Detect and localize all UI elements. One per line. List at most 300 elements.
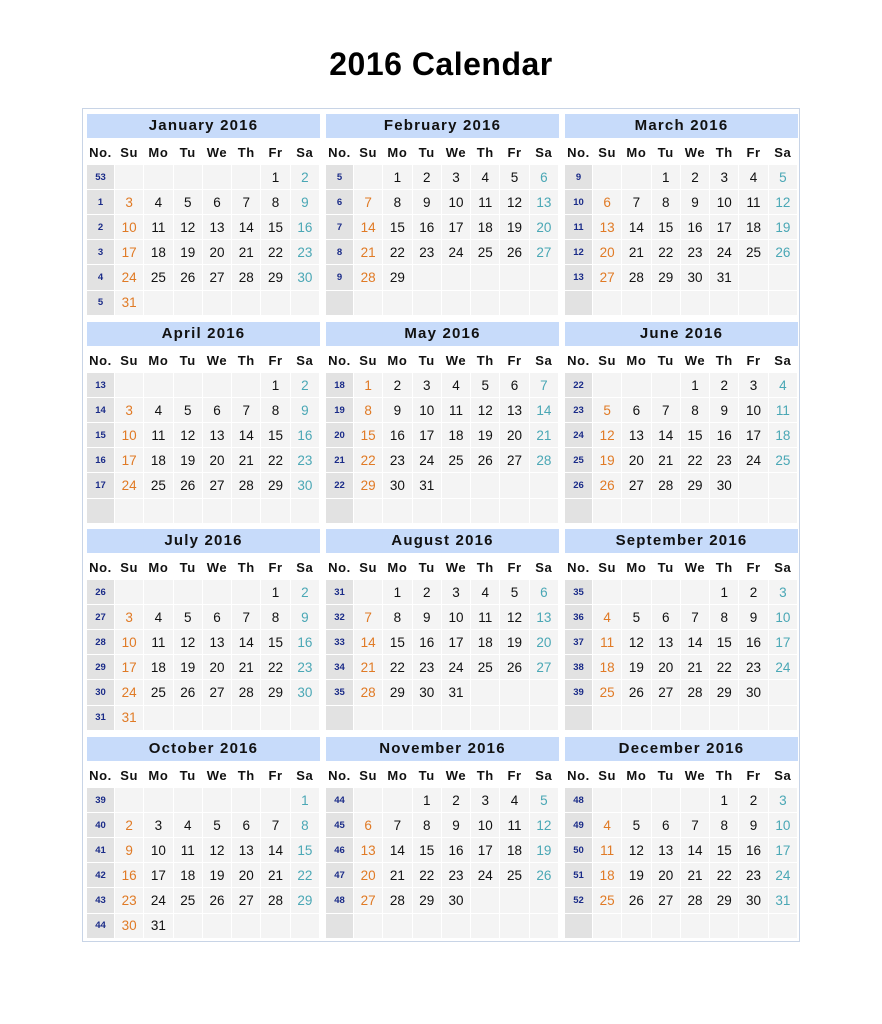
day-cell: 9 <box>413 190 442 215</box>
day-cell: 14 <box>232 423 261 448</box>
empty-day-cell <box>530 888 559 913</box>
empty-day-cell <box>354 291 383 316</box>
day-cell: 22 <box>261 655 290 680</box>
day-cell: 4 <box>174 813 203 838</box>
weekday-header: Fr <box>500 348 529 373</box>
day-cell: 1 <box>681 373 710 398</box>
empty-day-cell <box>739 706 768 731</box>
empty-day-cell <box>769 499 798 524</box>
week-number: 13 <box>565 265 593 290</box>
empty-day-cell <box>622 499 651 524</box>
empty-day-cell <box>261 291 290 316</box>
day-cell: 31 <box>413 473 442 498</box>
weekday-header: Mo <box>144 140 173 165</box>
empty-day-cell <box>710 706 739 731</box>
day-cell: 20 <box>530 215 559 240</box>
day-cell: 5 <box>500 580 529 605</box>
day-cell: 10 <box>115 423 144 448</box>
month-6 <box>565 322 798 522</box>
day-cell: 16 <box>681 215 710 240</box>
month-grid <box>565 140 798 316</box>
day-cell: 31 <box>769 888 798 913</box>
empty-day-cell <box>530 706 559 731</box>
day-cell: 15 <box>261 423 290 448</box>
month-7 <box>87 529 320 729</box>
week-number: 44 <box>87 914 115 939</box>
day-cell: 24 <box>739 448 768 473</box>
day-cell: 28 <box>622 265 651 290</box>
day-cell: 17 <box>769 630 798 655</box>
day-cell: 11 <box>471 605 500 630</box>
day-cell: 27 <box>652 680 681 705</box>
empty-day-cell <box>652 788 681 813</box>
empty-day-cell <box>593 165 622 190</box>
day-cell: 4 <box>144 398 173 423</box>
empty-day-cell <box>413 914 442 939</box>
day-cell: 5 <box>622 605 651 630</box>
empty-day-cell <box>739 291 768 316</box>
day-cell: 2 <box>291 165 320 190</box>
month-grid <box>87 555 320 731</box>
day-cell: 4 <box>739 165 768 190</box>
empty-day-cell <box>261 706 290 731</box>
weekday-header: Fr <box>500 763 529 788</box>
empty-day-cell <box>710 499 739 524</box>
day-cell: 25 <box>144 265 173 290</box>
weekday-header: We <box>681 348 710 373</box>
day-cell: 22 <box>413 863 442 888</box>
empty-day-cell <box>652 914 681 939</box>
empty-day-cell <box>261 914 290 939</box>
day-cell: 25 <box>174 888 203 913</box>
day-cell: 22 <box>261 448 290 473</box>
empty-day-cell <box>413 706 442 731</box>
week-number: 18 <box>326 373 354 398</box>
empty-day-cell <box>115 580 144 605</box>
empty-day-cell <box>471 499 500 524</box>
empty-day-cell <box>471 706 500 731</box>
weekday-header: Th <box>232 140 261 165</box>
week-number-header: No. <box>326 555 354 580</box>
day-cell: 26 <box>174 473 203 498</box>
empty-day-cell <box>383 706 412 731</box>
day-cell: 16 <box>115 863 144 888</box>
day-cell: 13 <box>500 398 529 423</box>
day-cell: 6 <box>354 813 383 838</box>
day-cell: 16 <box>291 215 320 240</box>
month-title: August 2016 <box>326 529 559 553</box>
weekday-header: Fr <box>261 555 290 580</box>
day-cell: 8 <box>413 813 442 838</box>
day-cell: 17 <box>471 838 500 863</box>
empty-day-cell <box>471 914 500 939</box>
weekday-header: We <box>442 555 471 580</box>
day-cell: 24 <box>115 265 144 290</box>
week-number-header: No. <box>565 555 593 580</box>
day-cell: 24 <box>710 240 739 265</box>
day-cell: 15 <box>710 838 739 863</box>
weekday-header: We <box>681 763 710 788</box>
day-cell: 16 <box>291 423 320 448</box>
day-cell: 28 <box>681 680 710 705</box>
empty-day-cell <box>530 265 559 290</box>
week-number: 29 <box>87 655 115 680</box>
week-number: 45 <box>326 813 354 838</box>
empty-day-cell <box>174 291 203 316</box>
day-cell: 13 <box>593 215 622 240</box>
empty-day-cell <box>144 580 173 605</box>
empty-day-cell <box>739 265 768 290</box>
empty-day-cell <box>354 165 383 190</box>
day-cell: 5 <box>593 398 622 423</box>
empty-day-cell <box>471 265 500 290</box>
weekday-header: We <box>203 763 232 788</box>
day-cell: 5 <box>174 605 203 630</box>
weekday-header: Tu <box>652 348 681 373</box>
week-number: 23 <box>565 398 593 423</box>
weekday-header: Sa <box>530 140 559 165</box>
week-number: 31 <box>326 580 354 605</box>
weekday-header: Tu <box>652 763 681 788</box>
weekday-header: Sa <box>769 555 798 580</box>
week-number: 27 <box>87 605 115 630</box>
day-cell: 21 <box>681 863 710 888</box>
empty-day-cell <box>144 373 173 398</box>
day-cell: 15 <box>681 423 710 448</box>
day-cell: 14 <box>232 215 261 240</box>
day-cell: 18 <box>739 215 768 240</box>
day-cell: 2 <box>115 813 144 838</box>
month-grid <box>565 555 798 731</box>
empty-day-cell <box>593 580 622 605</box>
day-cell: 10 <box>115 215 144 240</box>
day-cell: 3 <box>471 788 500 813</box>
month-title: November 2016 <box>326 737 559 761</box>
empty-day-cell <box>354 706 383 731</box>
day-cell: 1 <box>383 165 412 190</box>
day-cell: 10 <box>442 190 471 215</box>
day-cell: 17 <box>115 655 144 680</box>
day-cell: 13 <box>203 630 232 655</box>
day-cell: 12 <box>203 838 232 863</box>
empty-day-cell <box>593 373 622 398</box>
day-cell: 27 <box>530 240 559 265</box>
empty-day-cell <box>622 706 651 731</box>
empty-day-cell <box>500 265 529 290</box>
week-number: 43 <box>87 888 115 913</box>
week-number: 42 <box>87 863 115 888</box>
empty-day-cell <box>622 788 651 813</box>
day-cell: 21 <box>383 863 412 888</box>
day-cell: 30 <box>291 265 320 290</box>
day-cell: 3 <box>739 373 768 398</box>
day-cell: 2 <box>442 788 471 813</box>
day-cell: 17 <box>115 448 144 473</box>
day-cell: 2 <box>739 580 768 605</box>
month-title: April 2016 <box>87 322 320 346</box>
day-cell: 2 <box>413 165 442 190</box>
day-cell: 20 <box>530 630 559 655</box>
day-cell: 6 <box>652 813 681 838</box>
weekday-header: We <box>681 555 710 580</box>
week-number: 35 <box>326 680 354 705</box>
month-5 <box>326 322 559 522</box>
day-cell: 22 <box>681 448 710 473</box>
empty-day-cell <box>622 580 651 605</box>
day-cell: 22 <box>710 863 739 888</box>
week-number <box>87 499 115 524</box>
empty-day-cell <box>471 680 500 705</box>
day-cell: 30 <box>739 888 768 913</box>
day-cell: 19 <box>769 215 798 240</box>
day-cell: 19 <box>530 838 559 863</box>
weekday-header: Sa <box>291 763 320 788</box>
empty-day-cell <box>769 914 798 939</box>
day-cell: 27 <box>652 888 681 913</box>
empty-day-cell <box>530 291 559 316</box>
day-cell: 26 <box>622 680 651 705</box>
weekday-header: Sa <box>530 348 559 373</box>
day-cell: 21 <box>261 863 290 888</box>
day-cell: 27 <box>203 265 232 290</box>
day-cell: 6 <box>652 605 681 630</box>
month-8 <box>326 529 559 729</box>
day-cell: 23 <box>291 655 320 680</box>
empty-day-cell <box>203 580 232 605</box>
weekday-header: Fr <box>500 555 529 580</box>
day-cell: 14 <box>383 838 412 863</box>
week-number: 36 <box>565 605 593 630</box>
day-cell: 9 <box>681 190 710 215</box>
day-cell: 18 <box>442 423 471 448</box>
day-cell: 20 <box>203 655 232 680</box>
day-cell: 26 <box>769 240 798 265</box>
day-cell: 3 <box>144 813 173 838</box>
day-cell: 10 <box>739 398 768 423</box>
empty-day-cell <box>593 788 622 813</box>
day-cell: 12 <box>500 605 529 630</box>
empty-day-cell <box>232 580 261 605</box>
day-cell: 11 <box>769 398 798 423</box>
weekday-header: Th <box>232 348 261 373</box>
empty-day-cell <box>115 788 144 813</box>
empty-day-cell <box>652 499 681 524</box>
day-cell: 12 <box>500 190 529 215</box>
week-number: 26 <box>87 580 115 605</box>
day-cell: 4 <box>593 813 622 838</box>
day-cell: 1 <box>383 580 412 605</box>
week-number: 26 <box>565 473 593 498</box>
week-number: 46 <box>326 838 354 863</box>
day-cell: 16 <box>413 215 442 240</box>
week-number-header: No. <box>326 348 354 373</box>
empty-day-cell <box>203 788 232 813</box>
day-cell: 6 <box>500 373 529 398</box>
day-cell: 7 <box>232 398 261 423</box>
day-cell: 28 <box>232 265 261 290</box>
week-number: 20 <box>326 423 354 448</box>
day-cell: 13 <box>203 215 232 240</box>
week-number <box>565 291 593 316</box>
day-cell: 22 <box>383 655 412 680</box>
day-cell: 13 <box>622 423 651 448</box>
empty-day-cell <box>652 580 681 605</box>
month-title: July 2016 <box>87 529 320 553</box>
week-number: 8 <box>326 240 354 265</box>
day-cell: 6 <box>530 580 559 605</box>
week-number: 37 <box>565 630 593 655</box>
weekday-header: Fr <box>739 763 768 788</box>
week-number-header: No. <box>87 763 115 788</box>
day-cell: 12 <box>622 630 651 655</box>
week-number: 5 <box>326 165 354 190</box>
empty-day-cell <box>144 499 173 524</box>
day-cell: 16 <box>383 423 412 448</box>
empty-day-cell <box>174 914 203 939</box>
day-cell: 6 <box>203 398 232 423</box>
week-number <box>565 499 593 524</box>
day-cell: 7 <box>232 190 261 215</box>
day-cell: 22 <box>710 655 739 680</box>
week-number-header: No. <box>565 140 593 165</box>
day-cell: 20 <box>652 863 681 888</box>
empty-day-cell <box>291 291 320 316</box>
empty-day-cell <box>413 265 442 290</box>
empty-day-cell <box>710 914 739 939</box>
weekday-header: Th <box>710 140 739 165</box>
day-cell: 25 <box>442 448 471 473</box>
day-cell: 10 <box>769 605 798 630</box>
month-grid <box>87 348 320 524</box>
day-cell: 19 <box>500 215 529 240</box>
empty-day-cell <box>681 580 710 605</box>
day-cell: 26 <box>500 240 529 265</box>
empty-day-cell <box>232 499 261 524</box>
day-cell: 15 <box>354 423 383 448</box>
page-title: 2016 Calendar <box>329 46 553 82</box>
weekday-header: Th <box>471 763 500 788</box>
day-cell: 20 <box>593 240 622 265</box>
empty-day-cell <box>652 291 681 316</box>
day-cell: 20 <box>232 863 261 888</box>
empty-day-cell <box>354 580 383 605</box>
weekday-header: Su <box>593 140 622 165</box>
day-cell: 1 <box>291 788 320 813</box>
day-cell: 13 <box>652 630 681 655</box>
empty-day-cell <box>354 788 383 813</box>
empty-day-cell <box>291 706 320 731</box>
week-number-header: No. <box>326 140 354 165</box>
day-cell: 15 <box>383 215 412 240</box>
weekday-header: Fr <box>739 348 768 373</box>
month-grid <box>565 763 798 939</box>
week-number: 41 <box>87 838 115 863</box>
week-number <box>326 706 354 731</box>
day-cell: 23 <box>383 448 412 473</box>
empty-day-cell <box>530 914 559 939</box>
weekday-header: Tu <box>652 555 681 580</box>
day-cell: 5 <box>769 165 798 190</box>
day-cell: 9 <box>291 190 320 215</box>
month-title: February 2016 <box>326 114 559 138</box>
weekday-header: Sa <box>291 348 320 373</box>
weekday-header: Th <box>471 140 500 165</box>
week-number: 2 <box>87 215 115 240</box>
day-cell: 21 <box>232 448 261 473</box>
day-cell: 26 <box>203 888 232 913</box>
week-number: 31 <box>87 706 115 731</box>
empty-day-cell <box>681 499 710 524</box>
empty-day-cell <box>471 473 500 498</box>
day-cell: 22 <box>383 240 412 265</box>
month-grid <box>326 763 559 939</box>
day-cell: 4 <box>500 788 529 813</box>
week-number: 22 <box>565 373 593 398</box>
day-cell: 21 <box>652 448 681 473</box>
empty-day-cell <box>530 499 559 524</box>
week-number: 48 <box>565 788 593 813</box>
empty-day-cell <box>203 291 232 316</box>
empty-day-cell <box>291 499 320 524</box>
weekday-header: Su <box>115 348 144 373</box>
weekday-header: Th <box>710 763 739 788</box>
day-cell: 28 <box>652 473 681 498</box>
weekday-header: Fr <box>261 763 290 788</box>
day-cell: 18 <box>593 655 622 680</box>
weekday-header: Mo <box>383 140 412 165</box>
empty-day-cell <box>203 165 232 190</box>
day-cell: 29 <box>354 473 383 498</box>
day-cell: 7 <box>261 813 290 838</box>
day-cell: 15 <box>710 630 739 655</box>
day-cell: 12 <box>530 813 559 838</box>
day-cell: 30 <box>383 473 412 498</box>
day-cell: 3 <box>115 190 144 215</box>
day-cell: 7 <box>622 190 651 215</box>
weekday-header: Mo <box>622 140 651 165</box>
day-cell: 17 <box>442 630 471 655</box>
day-cell: 3 <box>115 605 144 630</box>
day-cell: 29 <box>261 473 290 498</box>
week-number-header: No. <box>565 348 593 373</box>
week-number: 47 <box>326 863 354 888</box>
day-cell: 30 <box>413 680 442 705</box>
week-number: 19 <box>326 398 354 423</box>
empty-day-cell <box>652 373 681 398</box>
month-grid <box>326 555 559 731</box>
day-cell: 9 <box>710 398 739 423</box>
day-cell: 3 <box>442 165 471 190</box>
empty-day-cell <box>769 291 798 316</box>
empty-day-cell <box>622 291 651 316</box>
weekday-header: Sa <box>291 140 320 165</box>
day-cell: 31 <box>144 914 173 939</box>
day-cell: 27 <box>593 265 622 290</box>
day-cell: 15 <box>383 630 412 655</box>
empty-day-cell <box>203 373 232 398</box>
month-9 <box>565 529 798 729</box>
day-cell: 2 <box>710 373 739 398</box>
day-cell: 16 <box>739 630 768 655</box>
day-cell: 27 <box>203 473 232 498</box>
week-number: 5 <box>87 291 115 316</box>
day-cell: 13 <box>232 838 261 863</box>
day-cell: 26 <box>593 473 622 498</box>
day-cell: 11 <box>500 813 529 838</box>
day-cell: 28 <box>354 265 383 290</box>
month-11 <box>326 737 559 937</box>
day-cell: 24 <box>115 473 144 498</box>
